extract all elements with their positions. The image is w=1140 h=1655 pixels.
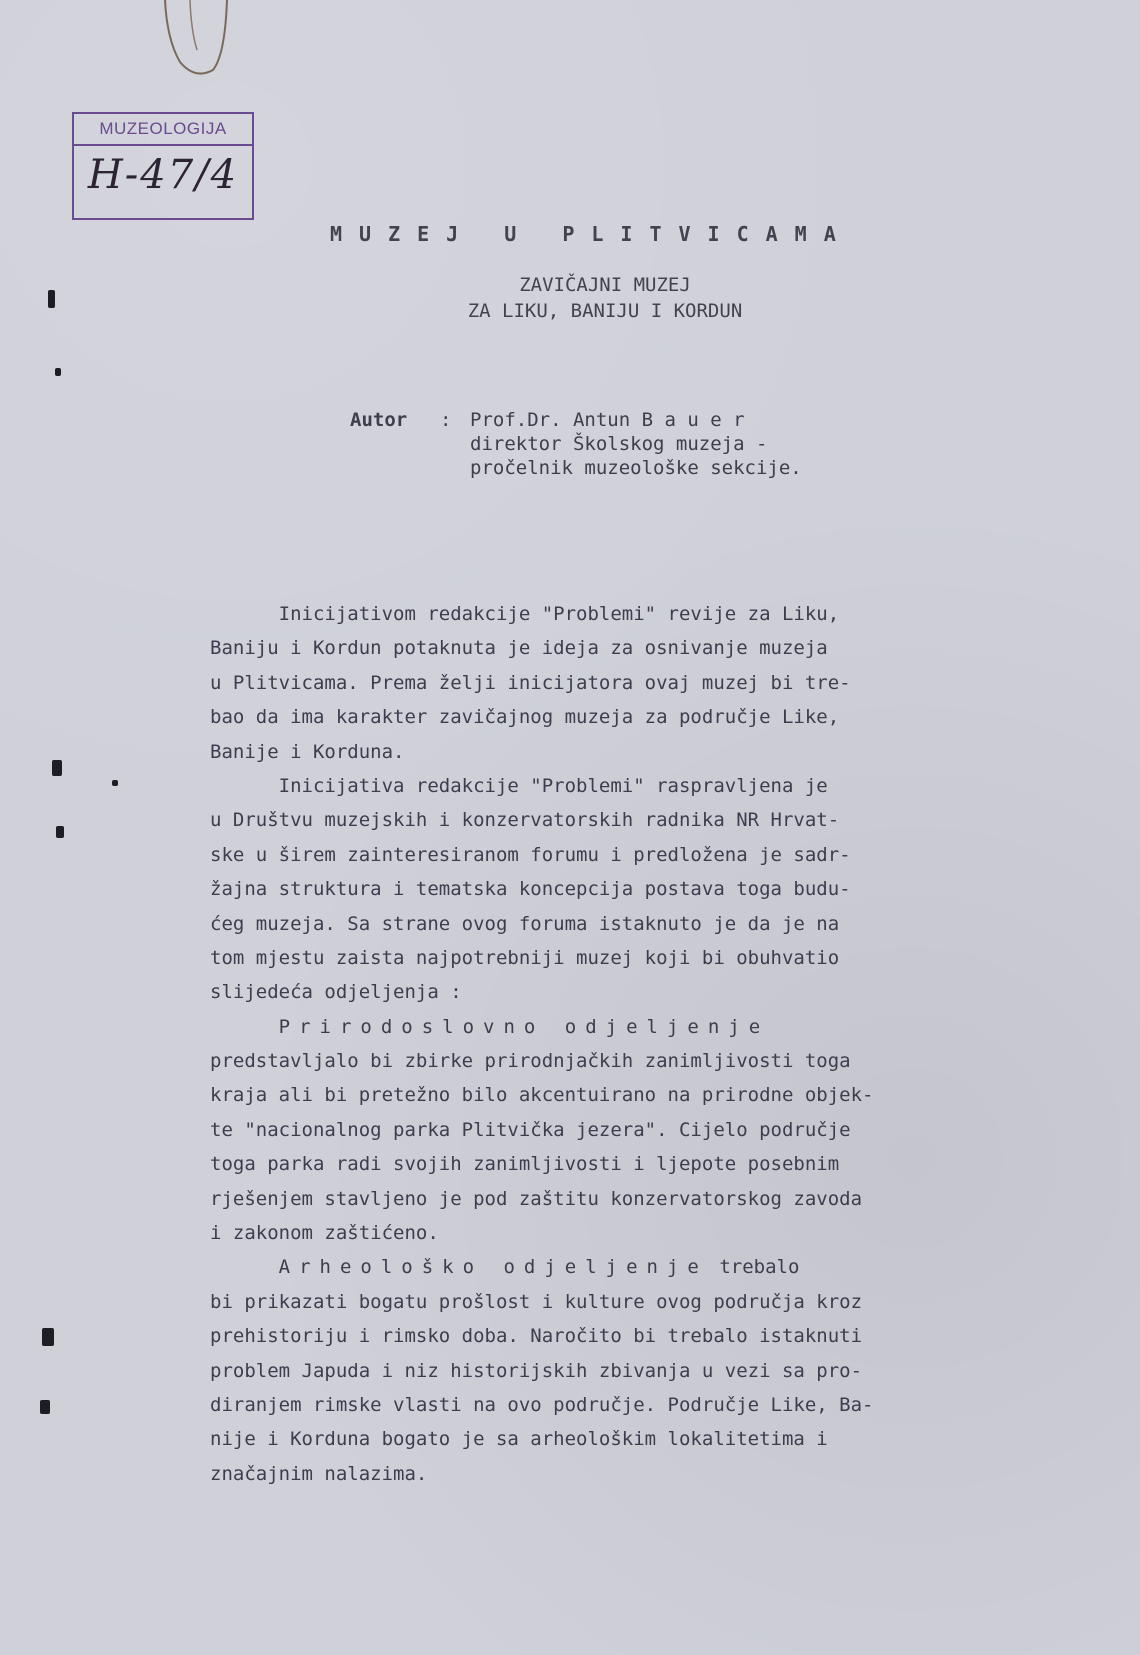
body-line: diranjem rimske vlasti na ovo područje. Područje Like, Ba-	[210, 1393, 874, 1416]
torn-paper-mark	[155, 0, 235, 90]
body-line: i zakonom zaštićeno.	[210, 1222, 439, 1245]
section-heading-natural-history: Prirodoslovno odjeljenje	[278, 1015, 770, 1038]
author-block	[350, 408, 802, 480]
subtitle-line-2: ZA LIKU, BANIJU I KORDUN	[467, 300, 743, 322]
body-line: problem Japuda i niz historijskih zbivanja u vezi sa pro-	[210, 1359, 863, 1382]
body-line: u Plitvicama. Prema želji inicijatora ovaj muzej bi tre-	[210, 671, 851, 694]
binding-hole-mark	[42, 1328, 54, 1346]
binding-hole-mark	[112, 780, 118, 786]
binding-hole-mark	[56, 826, 64, 838]
section-heading-line	[210, 1010, 1060, 1044]
body-line: ske u širem zainteresiranom forumu i predložena je sadr-	[210, 843, 851, 866]
stamp-handwritten-number: H-47/4	[87, 152, 239, 198]
body-line: žajna struktura i tematska koncepcija postava toga budu-	[210, 878, 851, 901]
body-line: tom mjestu zaista najpotrebniji muzej koji bi obuhvatio	[210, 946, 840, 969]
archive-stamp	[72, 112, 254, 220]
author-label: Autor	[350, 409, 408, 431]
body-line: Baniju i Kordun potaknuta je ideja za osnivanje muzeja	[210, 637, 828, 660]
body-line: bao da ima karakter zavičajnog muzeja za područje Like,	[210, 706, 840, 729]
section-heading-line	[210, 1250, 1060, 1284]
document-subtitle	[380, 272, 830, 324]
body-line: kraja ali bi pretežno bilo akcentuirano na prirodne objek-	[210, 1084, 874, 1107]
body-line: Inicijativa redakcije "Problemi" raspravljena je	[210, 774, 828, 797]
body-line: predstavljalo bi zbirke prirodnjačkih zanimljivosti toga	[210, 1050, 851, 1073]
author-role-line-2: pročelnik muzeološke sekcije.	[470, 457, 802, 479]
body-line: toga parka radi svojih zanimljivosti i ljepote posebnim	[210, 1153, 840, 1176]
body-line: prehistoriju i rimsko doba. Naročito bi trebalo istaknuti	[210, 1325, 863, 1348]
body-line: rješenjem stavljeno je pod zaštitu konzervatorskog zavoda	[210, 1187, 863, 1210]
section-heading-archaeology: Arheološko odjeljenje	[278, 1256, 708, 1279]
body-line: u Društvu muzejskih i konzervatorskih radnika NR Hrvat-	[210, 809, 840, 832]
subtitle-line-1: ZAVIČAJNI MUZEJ	[519, 274, 691, 296]
body-text	[210, 597, 1060, 1491]
body-line: ćeg muzeja. Sa strane ovog foruma istaknuto je da je na	[210, 912, 840, 935]
body-line: Banije i Korduna.	[210, 740, 405, 763]
document-title: MUZEJ U PLITVICAMA	[330, 222, 853, 246]
body-line: Inicijativom redakcije "Problemi" revije za Liku,	[210, 603, 840, 625]
binding-hole-mark	[55, 368, 61, 376]
stamp-label: MUZEOLOGIJA	[74, 114, 252, 146]
author-separator: :	[440, 409, 452, 431]
author-role-line-1: direktor Školskog muzeja -	[470, 433, 768, 455]
section-heading-tail: trebalo	[719, 1256, 800, 1279]
body-line: nije i Korduna bogato je sa arheološkim lokalitetima i	[210, 1428, 828, 1451]
body-line: značajnim nalazima.	[210, 1462, 428, 1485]
body-line: bi prikazati bogatu prošlost i kulture ovog područja kroz	[210, 1290, 863, 1313]
binding-hole-mark	[48, 290, 55, 308]
binding-hole-mark	[52, 760, 62, 776]
binding-hole-mark	[40, 1400, 50, 1414]
body-line: te "nacionalnog parka Plitvička jezera". Cijelo područje	[210, 1118, 851, 1141]
body-line: slijedeća odjeljenja :	[210, 981, 462, 1004]
author-name: Prof.Dr. Antun B a u e r	[470, 409, 745, 431]
